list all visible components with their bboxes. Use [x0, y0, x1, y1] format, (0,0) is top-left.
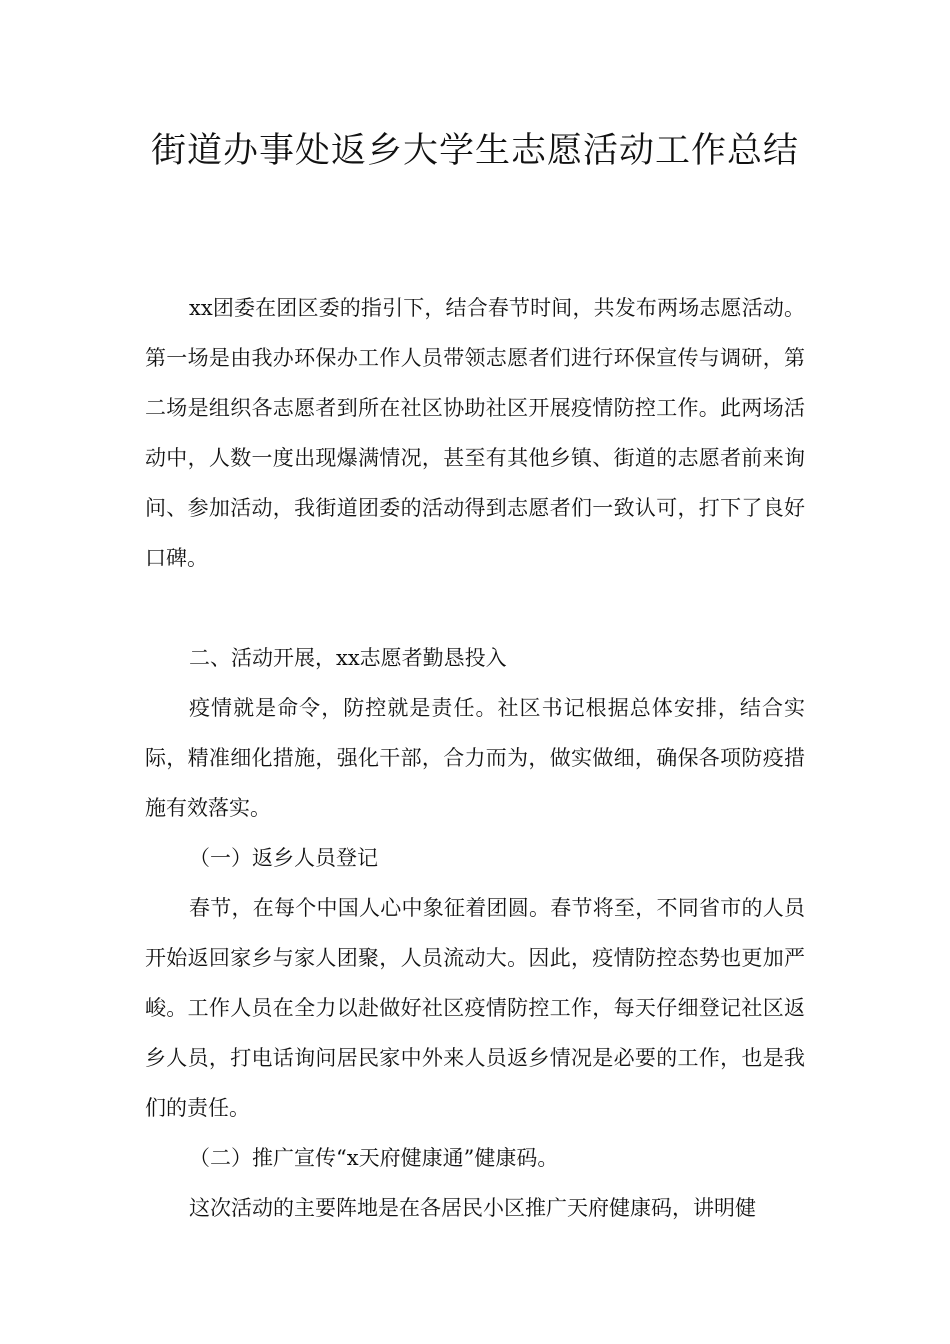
paragraph-health-code: 这次活动的主要阵地是在各居民小区推广天府健康码，讲明健	[189, 1196, 756, 1220]
paragraph-registration: 春节，在每个中国人心中象征着团圆。春节将至，不同省市的人员开始返回家乡与家人团聚，人员流动大。因此，疫情防控态势也更加严峻。工作人员在全力以赴做好社区疫情防控工作，每天仔细登记社区返乡人员，打电话询问居民家中外来人员返乡情况是必要的工作，也是我们的责任。	[145, 896, 805, 1120]
subheading-health-code: （二）推广宣传“x天府健康通”健康码。	[189, 1146, 559, 1170]
paragraph-spacer	[145, 583, 805, 633]
subheading-registration: （一）返乡人员登记	[189, 846, 378, 870]
section-heading-activities: 二、活动开展，xx志愿者勤恳投入	[189, 646, 507, 670]
document-body	[145, 283, 805, 1233]
paragraph-intro: xx团委在团区委的指引下，结合春节时间，共发布两场志愿活动。第一场是由我办环保办工作人员带领志愿者们进行环保宣传与调研，第二场是组织各志愿者到所在社区协助社区开展疫情防控工作。此两场活动中，人数一度出现爆满情况，甚至有其他乡镇、街道的志愿者前来询问、参加活动，我街道团委的活动得到志愿者们一致认可，打下了良好口碑。	[145, 296, 805, 570]
paragraph-prevention: 疫情就是命令，防控就是责任。社区书记根据总体安排，结合实际，精准细化措施，强化干部，合力而为，做实做细，确保各项防疫措施有效落实。	[145, 696, 805, 820]
document-title: 街道办事处返乡大学生志愿活动工作总结	[150, 131, 799, 171]
